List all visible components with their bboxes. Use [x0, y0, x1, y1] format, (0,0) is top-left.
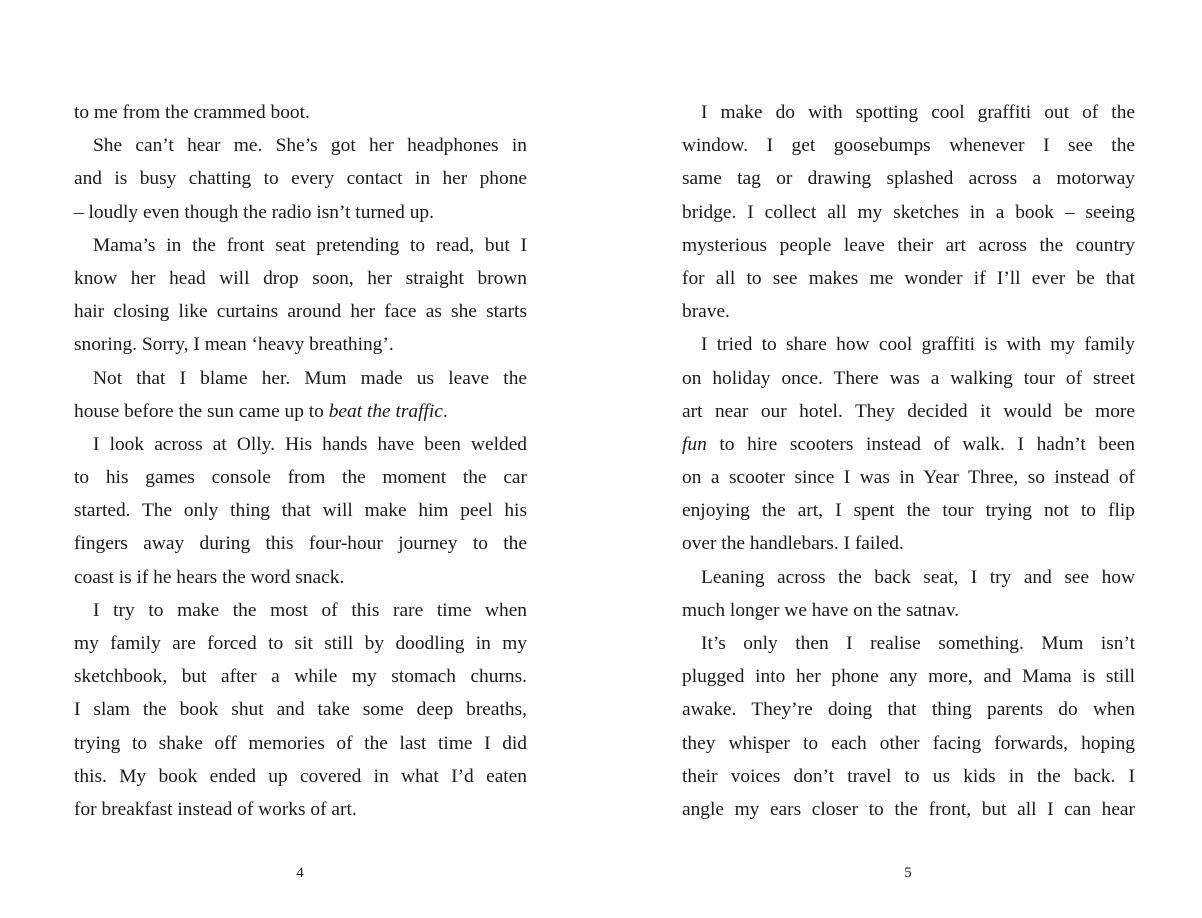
- text-line: [74, 229, 527, 262]
- text-segment: .: [442, 400, 448, 422]
- text-line: [74, 262, 527, 295]
- text-segment: I try to make the most of this rare time when: [93, 599, 527, 621]
- text-segment: over the handlebars. I failed.: [682, 533, 904, 555]
- text-line: [682, 693, 1135, 726]
- text-line: [682, 428, 1135, 461]
- text-segment: It’s only then I realise something. Mum isn’t: [701, 633, 1135, 654]
- text-segment: enjoying the art, I spent the tour trying not to flip: [682, 500, 1135, 522]
- text-line: [74, 594, 527, 627]
- text-line: [682, 96, 1135, 129]
- text-segment: Leaning across the back seat, I try and see how: [701, 566, 1135, 588]
- text-segment: my family are forced to sit still by doodling in my: [74, 633, 527, 654]
- text-line: [682, 229, 1135, 262]
- text-line: [682, 162, 1135, 195]
- text-line: [682, 262, 1135, 295]
- text-line: [682, 793, 1135, 826]
- text-segment: snoring. Sorry, I mean ‘heavy breathing’.: [74, 334, 394, 356]
- text-segment: brave.: [682, 301, 730, 323]
- text-line: [74, 162, 527, 195]
- page-right-text: [682, 96, 1135, 826]
- text-segment: awake. They’re doing that thing parents do when: [682, 699, 1135, 721]
- text-line: [74, 395, 527, 428]
- text-segment: they whisper to each other facing forwards, hoping: [682, 732, 1135, 754]
- text-segment: Mama’s in the front seat pretending to read, but I: [93, 234, 527, 256]
- text-segment: on holiday once. There was a walking tour of street: [682, 367, 1135, 389]
- text-line: [74, 428, 527, 461]
- text-line: [74, 196, 527, 229]
- text-segment: mysterious people leave their art across the country: [682, 234, 1135, 256]
- text-segment: know her head will drop soon, her straight brown: [74, 267, 527, 289]
- text-line: [74, 129, 527, 162]
- text-line: [74, 527, 527, 560]
- text-line: [74, 494, 527, 527]
- text-segment: art near our hotel. They decided it would be more: [682, 400, 1135, 422]
- text-segment: house before the sun came up to: [74, 400, 329, 422]
- text-segment: started. The only thing that will make him peel his: [74, 500, 527, 522]
- page-number-right: 5: [904, 865, 912, 881]
- text-segment: angle my ears closer to the front, but all I can hear: [682, 798, 1135, 820]
- text-segment: I look across at Olly. His hands have been welded: [93, 433, 527, 455]
- text-segment: same tag or drawing splashed across a motorway: [682, 168, 1135, 190]
- text-line: [74, 793, 527, 826]
- text-line: [682, 660, 1135, 693]
- text-segment: for breakfast instead of works of art.: [74, 798, 357, 820]
- text-segment: to his games console from the moment the car: [74, 467, 527, 489]
- text-line: [682, 395, 1135, 428]
- text-line: [682, 494, 1135, 527]
- text-line: [682, 760, 1135, 793]
- text-line: [74, 96, 527, 129]
- text-segment: sketchbook, but after a while my stomach churns.: [74, 666, 527, 688]
- text-segment: – loudly even though the radio isn’t turned up.: [74, 201, 434, 223]
- text-line: [682, 362, 1135, 395]
- text-segment: She can’t hear me. She’s got her headphones in: [93, 135, 527, 157]
- text-segment: and is busy chatting to every contact in her phone: [74, 168, 527, 190]
- text-segment: trying to shake off memories of the last time I did: [74, 732, 527, 754]
- text-line: [74, 627, 527, 660]
- text-segment: much longer we have on the satnav.: [682, 599, 960, 621]
- text-line: [74, 693, 527, 726]
- text-segment: to hire scooters instead of walk. I hadn’t been: [706, 433, 1135, 455]
- text-segment: for all to see makes me wonder if I’ll ever be that: [682, 267, 1135, 289]
- text-segment: on a scooter since I was in Year Three, so instead of: [682, 467, 1135, 489]
- text-line: [74, 561, 527, 594]
- text-segment: coast is if he hears the word snack.: [74, 566, 345, 588]
- page-left-text: [74, 96, 527, 826]
- italic-text: fun: [682, 433, 707, 455]
- text-line: [74, 727, 527, 760]
- text-line: [74, 461, 527, 494]
- text-segment: hair closing like curtains around her face as she starts: [74, 301, 527, 323]
- text-segment: plugged into her phone any more, and Mama is still: [682, 666, 1135, 688]
- italic-text: beat the traffic: [328, 400, 443, 422]
- text-line: [682, 328, 1135, 361]
- text-segment: Not that I blame her. Mum made us leave the: [93, 367, 527, 389]
- text-segment: their voices don’t travel to us kids in the back. I: [682, 765, 1135, 787]
- text-line: [682, 727, 1135, 760]
- text-line: [682, 627, 1135, 660]
- text-segment: fingers away during this four-hour journey to the: [74, 533, 527, 555]
- text-segment: window. I get goosebumps whenever I see the: [682, 135, 1135, 157]
- text-segment: bridge. I collect all my sketches in a book – seeing: [682, 201, 1135, 223]
- text-line: [682, 129, 1135, 162]
- text-segment: this. My book ended up covered in what I’d eaten: [74, 765, 527, 787]
- text-line: [682, 594, 1135, 627]
- text-line: [74, 362, 527, 395]
- text-line: [682, 461, 1135, 494]
- text-line: [682, 295, 1135, 328]
- text-line: [74, 760, 527, 793]
- text-line: [682, 561, 1135, 594]
- text-segment: to me from the crammed boot.: [74, 102, 310, 123]
- text-segment: I tried to share how cool graffiti is with my family: [701, 334, 1135, 356]
- page-number-left: 4: [296, 865, 304, 881]
- text-line: [682, 196, 1135, 229]
- text-line: [74, 295, 527, 328]
- text-segment: I slam the book shut and take some deep breaths,: [74, 699, 527, 721]
- text-line: [74, 660, 527, 693]
- text-line: [682, 527, 1135, 560]
- text-line: [74, 328, 527, 361]
- text-segment: I make do with spotting cool graffiti out of the: [701, 102, 1135, 123]
